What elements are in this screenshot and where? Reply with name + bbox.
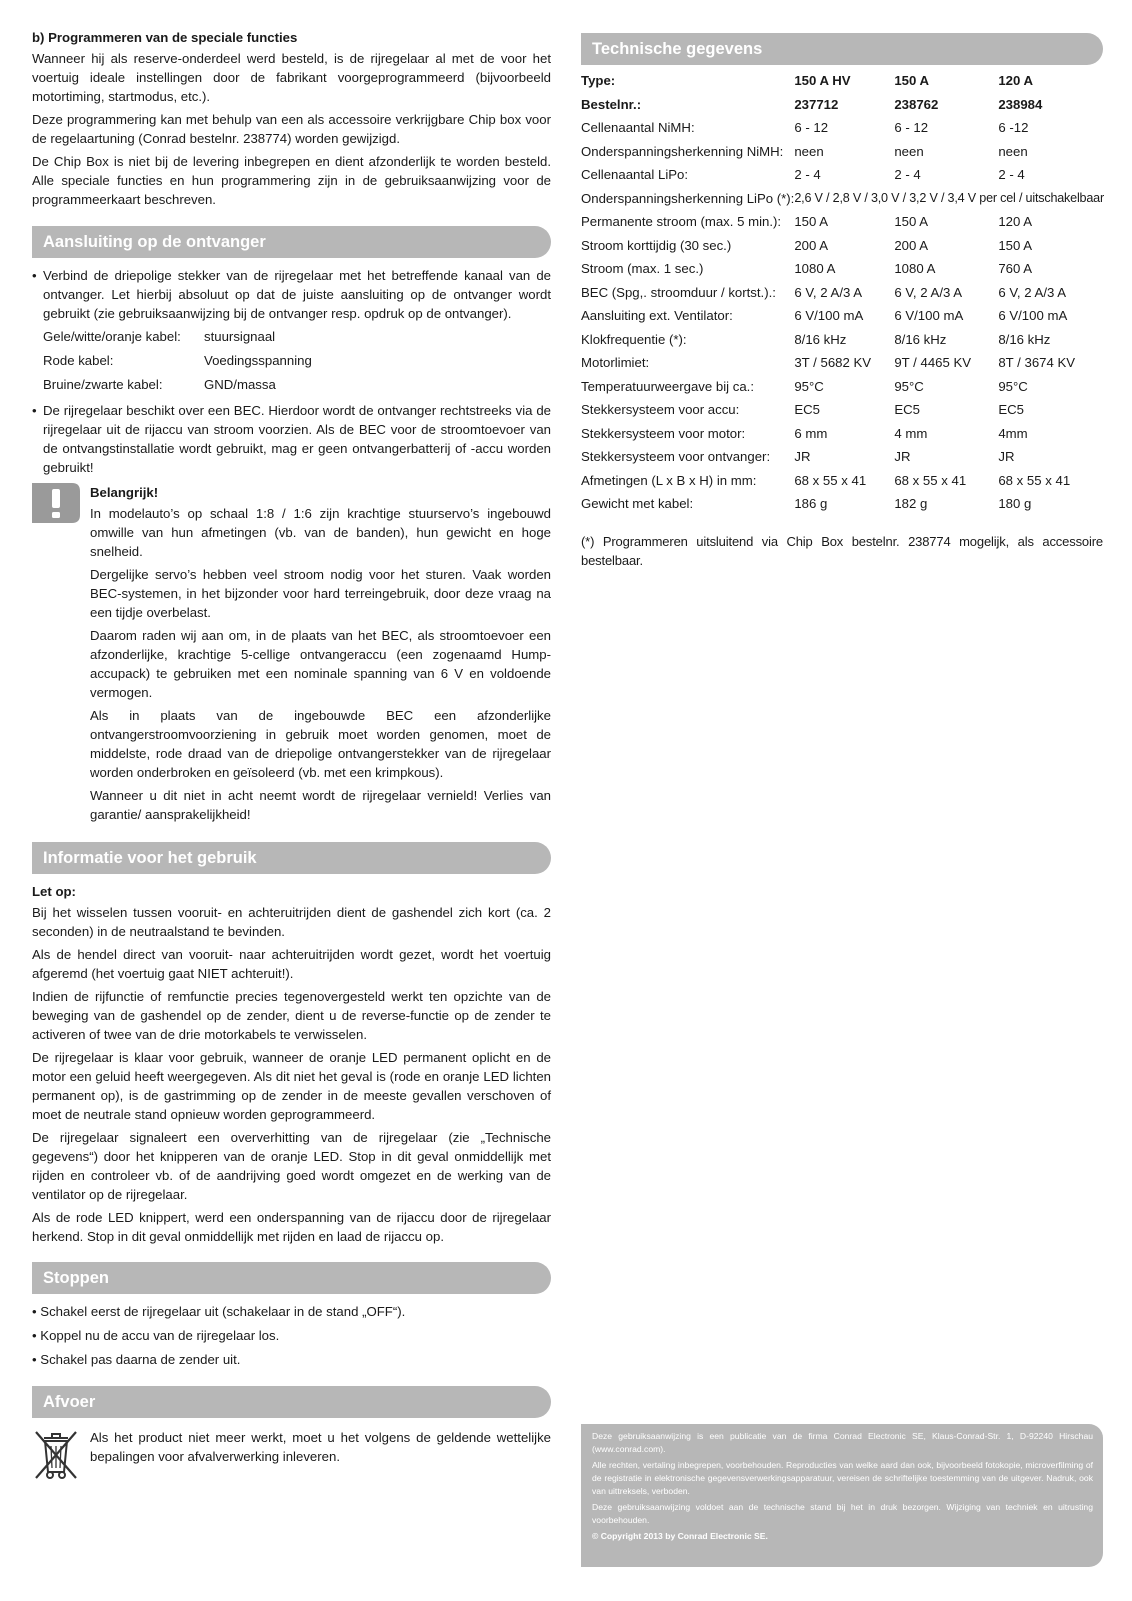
table-cell: Stroom (max. 1 sec.) xyxy=(581,261,704,277)
aansluiting-heading: Aansluiting op de ontvanger xyxy=(32,226,551,258)
table-cell: 6 V/100 mA xyxy=(998,308,1068,324)
bec-bullet-text: De rijregelaar beschikt over een BEC. Hierdoor wordt de ontvanger rechtstreeks via de rijregelaar uit de rijaccu van stroom voorzien. Als de BEC voor de stroomtoevoer van de ontvangstinstallatie wordt gebruikt, mag er geen ontvangerbatterij of -accu worden gebruikt! xyxy=(43,403,551,475)
info-paragraph: Bij het wisselen tussen vooruit- en achteruitrijden dient de gashendel zich kort (ca. 2 seconden) in de neutraalstand te bevinden. xyxy=(32,905,551,939)
table-cell: 95°C xyxy=(794,378,824,394)
afvoer-text: Als het product niet meer werkt, moet u het volgens de geldende wettelijke bepalingen voor afvalverwerking inleveren. xyxy=(90,1430,551,1464)
table-cell: Cellenaantal LiPo: xyxy=(581,167,689,183)
section-b-paragraph: De Chip Box is niet bij de levering inbegrepen en dient afzonderlijk te worden besteld. Alle speciale functies en hun programmering zijn in de gebruiksaanwijzing voor de programmeerkaart beschreven. xyxy=(32,154,551,207)
table-cell: 237712 xyxy=(794,96,839,112)
table-cell: 186 g xyxy=(794,496,828,512)
table-cell: EC5 xyxy=(894,402,920,418)
aansluiting-bullet: • Verbind de driepolige stekker van de rijregelaar met het betreffende kanaal van de ontvanger. Let hierbij absoluut op dat de juiste aansluiting op de ontvanger wordt gebruikt (zie gebruiksaanwijzing bij de ontvanger resp. opdruk op de ontvanger). xyxy=(32,268,551,321)
table-row xyxy=(581,210,1104,234)
table-cell: Motorlimiet: xyxy=(581,355,650,371)
table-cell: Afmetingen (L x B x H) in mm: xyxy=(581,472,757,488)
info-paragraph: Als de rode LED knippert, werd een onderspanning van de rijaccu door de rijregelaar herkend. Stop in dit geval onmiddellijk met rijden en laad de rijaccu op. xyxy=(32,1210,551,1244)
table-cell: 68 x 55 x 41 xyxy=(894,472,967,488)
wire-row xyxy=(43,373,551,397)
warning-paragraph: Daarom raden wij aan om, in de plaats van het BEC, als stroomtoevoer een afzonderlijke, krachtige 5-cellige ontvangeraccu (een zogenaamd Hump-accupack) te gebruiken met een nominale spanning van 6 V en voldoende vermogen. xyxy=(90,628,551,700)
table-cell: 2,6 V / 2,8 V / 3,0 V / 3,2 V / 3,4 V per cel / uitschakelbaar xyxy=(794,190,1104,205)
table-cell: 2 - 4 xyxy=(998,167,1025,183)
left-column xyxy=(32,28,551,1487)
table-cell: 150 A HV xyxy=(794,73,851,89)
table-row xyxy=(581,257,1104,281)
table-cell: 6 V/100 mA xyxy=(794,308,864,324)
table-cell: neen xyxy=(998,143,1028,159)
table-cell: Cellenaantal NiMH: xyxy=(581,120,695,136)
table-cell: 68 x 55 x 41 xyxy=(998,472,1071,488)
wire-label: Gele/witte/oranje kabel: xyxy=(43,329,181,344)
table-cell: 200 A xyxy=(794,237,829,253)
table-cell: 120 A xyxy=(998,73,1034,89)
warning-paragraph: Als in plaats van de ingebouwde BEC een afzonderlijke ontvangerstroomvoorziening in gebruik moet worden genomen, moet de middelste, rode draad van de driepolige ontvangerstekker van de rijregelaar worden onderbroken en geïsoleerd (vb. met een krimpkous). xyxy=(90,708,551,780)
table-cell: 2 - 4 xyxy=(894,167,921,183)
table-header-row xyxy=(581,69,1104,93)
table-cell: Permanente stroom (max. 5 min.): xyxy=(581,214,782,230)
aansluiting-bullet-text: Verbind de driepolige stekker van de rijregelaar met het betreffende kanaal van de ontvanger. Let hierbij absoluut op dat de juiste aansluiting op de ontvanger wordt gebruikt (zie gebruiksaanwijzing bij de ontvanger resp. opdruk op de ontvanger). xyxy=(43,268,551,321)
table-cell: 2 - 4 xyxy=(794,167,821,183)
table-row xyxy=(581,163,1104,187)
afvoer-heading: Afvoer xyxy=(32,1386,551,1418)
table-cell: 150 A xyxy=(998,237,1033,253)
table-cell: 120 A xyxy=(998,214,1033,230)
table-row xyxy=(581,234,1104,258)
info-paragraph: De rijregelaar is klaar voor gebruik, wanneer de oranje LED permanent oplicht en de motor een geluid heeft weergegeven. Als dit niet het geval is (rode en oranje LED lichten permanent op), is de gastrimming op de zender in de meeste gevallen verschoven of moet de neutrale stand opnieuw worden geprogrammeerd. xyxy=(32,1050,551,1122)
table-cell: 150 A xyxy=(794,214,829,230)
info-paragraph: Indien de rijfunctie of remfunctie precies tegenovergesteld werkt ten opzichte van de beweging van de gashendel op de zender, dient u de reverse-functie op de zender te activeren of twee van de drie motorkabels te verwisselen. xyxy=(32,989,551,1042)
wire-value: stuursignaal xyxy=(204,329,276,344)
table-cell: 8/16 kHz xyxy=(894,331,947,347)
table-row xyxy=(581,398,1104,422)
warning-paragraph: In modelauto’s op schaal 1:8 / 1:6 zijn krachtige stuurservo’s ingebouwd omwille van hun afmetingen (vb. van de banden), hun gewicht en hoge snelheid. xyxy=(90,506,551,559)
table-order-row xyxy=(581,93,1104,117)
table-cell: Type: xyxy=(581,73,616,89)
informatie-heading: Informatie voor het gebruik xyxy=(32,842,551,874)
technische-gegevens-heading: Technische gegevens xyxy=(581,33,1103,65)
table-row xyxy=(581,375,1104,399)
table-cell: 150 A xyxy=(894,73,930,89)
table-row xyxy=(581,422,1104,446)
table-cell: 6 V/100 mA xyxy=(894,308,964,324)
footer-paragraph: Deze gebruiksaanwijzing voldoet aan de technische stand bij het in druk bezorgen. Wijziging van techniek en uitrusting voorbehouden. xyxy=(592,1502,1093,1525)
table-cell: Onderspanningsherkenning LiPo (*): xyxy=(581,190,795,206)
copyright-text: © Copyright 2013 by Conrad Electronic SE. xyxy=(592,1531,768,1541)
table-cell: 238762 xyxy=(894,96,939,112)
section-b-paragraph: Deze programmering kan met behulp van een als accessoire verkrijgbare Chip box voor de regelaartuning (Conrad bestelnr. 238774) worden gewijzigd. xyxy=(32,112,551,146)
stop-step: • Schakel eerst de rijregelaar uit (schakelaar in de stand „OFF“). xyxy=(32,1304,406,1319)
table-row xyxy=(581,492,1104,516)
info-paragraph: Als de hendel direct van vooruit- naar achteruitrijden wordt gezet, wordt het voertuig afgeremd (het voertuig gaat NIET achteruit!). xyxy=(32,947,551,981)
table-cell: BEC (Spg,. stroomduur / kortst.).: xyxy=(581,284,776,300)
table-cell: 200 A xyxy=(894,237,929,253)
table-cell: 8T / 3674 KV xyxy=(998,355,1076,371)
table-cell: 238984 xyxy=(998,96,1043,112)
warning-title: Belangrijk! xyxy=(90,485,159,500)
table-cell: Temperatuurweergave bij ca.: xyxy=(581,378,754,394)
table-cell: 4 mm xyxy=(894,425,928,441)
table-cell: Bestelnr.: xyxy=(581,96,642,112)
bec-bullet: • De rijregelaar beschikt over een BEC. Hierdoor wordt de ontvanger rechtstreeks via de rijregelaar uit de rijaccu van stroom voorzien. Als de BEC voor de stroomtoevoer van de ontvangstinstallatie wordt gebruikt, mag er geen ontvangerbatterij of -accu worden gebruikt! xyxy=(32,403,551,475)
table-cell: 6 -12 xyxy=(998,120,1029,136)
table-cell: Stroom korttijdig (30 sec.) xyxy=(581,237,732,253)
warning-icon xyxy=(32,483,90,828)
section-b-title: b) Programmeren van de speciale functies xyxy=(32,30,298,45)
table-cell: Aansluiting ext. Ventilator: xyxy=(581,308,733,324)
wire-label: Bruine/zwarte kabel: xyxy=(43,377,163,392)
table-cell: 6 - 12 xyxy=(894,120,929,136)
table-cell: Stekkersysteem voor ontvanger: xyxy=(581,449,771,465)
table-cell: 182 g xyxy=(894,496,928,512)
spec-table xyxy=(581,69,1104,516)
table-cell: 6 - 12 xyxy=(794,120,829,136)
table-cell: 95°C xyxy=(998,378,1028,394)
table-cell: 180 g xyxy=(998,496,1032,512)
table-row xyxy=(581,328,1104,352)
table-footnote: (*) Programmeren uitsluitend via Chip Box bestelnr. 238774 mogelijk, als accessoire bestelbaar. xyxy=(581,533,1103,568)
afvoer-block xyxy=(32,1428,551,1487)
table-cell: 68 x 55 x 41 xyxy=(794,472,867,488)
table-cell: 4mm xyxy=(998,425,1028,441)
table-cell: EC5 xyxy=(998,402,1024,418)
table-row xyxy=(581,445,1104,469)
table-cell: 6 mm xyxy=(794,425,828,441)
table-cell: 6 V, 2 A/3 A xyxy=(894,284,963,300)
table-cell: Stekkersysteem voor accu: xyxy=(581,402,740,418)
wire-value: Voedingsspanning xyxy=(204,353,312,368)
section-b-paragraph: Wanneer hij als reserve-onderdeel werd besteld, is de rijregelaar al met de voor het voertuig ideale instellingen door de fabrikant voorgeprogrammeerd (bijvoorbeeld motortiming, startmodus, etc.). xyxy=(32,51,551,104)
table-cell: Klokfrequentie (*): xyxy=(581,331,687,347)
wire-label: Rode kabel: xyxy=(43,353,114,368)
letop-label: Let op: xyxy=(32,884,76,899)
table-cell: Gewicht met kabel: xyxy=(581,496,694,512)
table-cell: JR xyxy=(998,449,1015,465)
table-cell: 6 V, 2 A/3 A xyxy=(794,284,863,300)
table-row xyxy=(581,469,1104,493)
table-cell: 1080 A xyxy=(894,261,936,277)
table-cell: 760 A xyxy=(998,261,1033,277)
table-cell: EC5 xyxy=(794,402,820,418)
wire-list xyxy=(43,325,551,397)
crossed-bin-icon xyxy=(32,1428,90,1487)
table-cell: 3T / 5682 KV xyxy=(794,355,872,371)
table-row xyxy=(581,140,1104,164)
wire-value: GND/massa xyxy=(204,377,276,392)
footer-paragraph: Deze gebruiksaanwijzing is een publicatie van de firma Conrad Electronic SE, Klaus-Conrad-Str. 1, D-92240 Hirschau (www.conrad.com). xyxy=(592,1431,1093,1454)
table-cell: 95°C xyxy=(894,378,924,394)
info-paragraph: De rijregelaar signaleert een oververhitting van de rijregelaar (zie „Technische gegevens“) door het knipperen van de oranje LED. Stop in dit geval onmiddellijk met rijden en controleer vb. of de aandrijving goed wordt omgezet en de werking van de ventilator op de rijregelaar. xyxy=(32,1130,551,1202)
table-cell: JR xyxy=(794,449,811,465)
publisher-footer xyxy=(581,1424,1103,1567)
warning-block xyxy=(32,483,551,828)
table-cell: Stekkersysteem voor motor: xyxy=(581,425,746,441)
table-cell: 150 A xyxy=(894,214,929,230)
warning-paragraph: Dergelijke servo’s hebben veel stroom nodig voor het sturen. Vaak worden BEC-systemen, in het bijzonder voor hard terreingebruik, door deze vraag na een tijdje overbelast. xyxy=(90,567,551,620)
table-row xyxy=(581,187,1104,211)
wire-row xyxy=(43,325,551,349)
wire-row xyxy=(43,349,551,373)
stop-step: • Schakel pas daarna de zender uit. xyxy=(32,1352,241,1367)
table-cell: neen xyxy=(794,143,824,159)
warning-paragraph: Wanneer u dit niet in acht neemt wordt de rijregelaar vernield! Verlies van garantie/ aansprakelijkheid! xyxy=(90,788,551,822)
table-cell: Onderspanningsherkenning NiMH: xyxy=(581,143,784,159)
table-cell: 8/16 kHz xyxy=(998,331,1051,347)
table-cell: 1080 A xyxy=(794,261,836,277)
table-cell: 8/16 kHz xyxy=(794,331,847,347)
table-row xyxy=(581,281,1104,305)
table-cell: 6 V, 2 A/3 A xyxy=(998,284,1067,300)
table-cell: neen xyxy=(894,143,924,159)
stop-step: • Koppel nu de accu van de rijregelaar los. xyxy=(32,1328,280,1343)
table-row xyxy=(581,304,1104,328)
table-row xyxy=(581,116,1104,140)
table-row xyxy=(581,351,1104,375)
stoppen-heading: Stoppen xyxy=(32,1262,551,1294)
right-column xyxy=(581,33,1103,574)
table-cell: 9T / 4465 KV xyxy=(894,355,972,371)
table-cell: JR xyxy=(894,449,911,465)
footer-paragraph: Alle rechten, vertaling inbegrepen, voorbehouden. Reproducties van welke aard dan ook, bijvoorbeeld fotokopie, microverfilming of de registratie in elektronische gegevensverwerkingsapparatuur, vereisen de schriftelijke toestemming van de uitgever. Nadruk, ook van uittreksels, verboden. xyxy=(592,1460,1093,1496)
